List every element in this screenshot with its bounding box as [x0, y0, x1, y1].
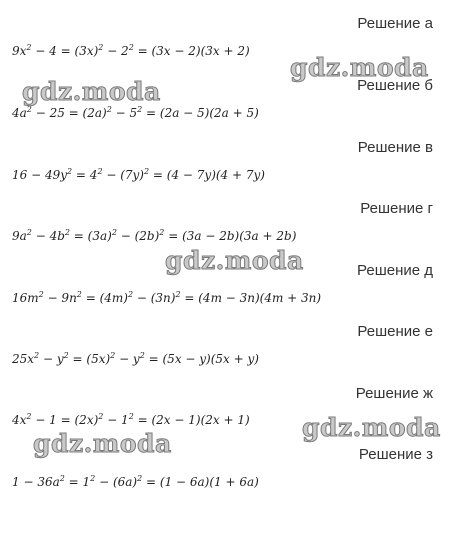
- solution-heading-a: Решение а: [357, 15, 433, 32]
- solution-formula-zh: $4x^2 - 1 = (2x)^2 - 1^2 = (2x - 1)(2x + 1)$: [12, 412, 250, 427]
- watermark-logo: gdz.moda: [33, 429, 172, 458]
- solution-formula-b: $4a^2 - 25 = (2a)^2 - 5^2 = (2a - 5)(2a + 5)$: [12, 105, 259, 120]
- solution-formula-a: $9x^2 - 4 = (3x)^2 - 2^2 = (3x - 2)(3x + 2)$: [12, 43, 250, 58]
- solution-heading-z: Решение з: [358, 446, 433, 463]
- watermark-logo: gdz.moda: [165, 246, 304, 275]
- solution-heading-d: Решение д: [357, 262, 433, 279]
- solution-heading-b: Решение б: [357, 77, 433, 94]
- solution-heading-e: Решение е: [357, 323, 433, 340]
- solution-formula-z: $1 - 36a^2 = 1^2 - (6a)^2 = (1 - 6a)(1 + 6a)$: [12, 474, 259, 489]
- solution-heading-zh: Решение ж: [355, 385, 433, 402]
- watermark-logo: gdz.moda: [302, 413, 441, 442]
- solution-formula-v: $16 - 49y^2 = 4^2 - (7y)^2 = (4 - 7y)(4 + 7y)$: [12, 167, 265, 182]
- solution-heading-g: Решение г: [360, 200, 433, 217]
- watermark-logo: gdz.moda: [290, 53, 429, 82]
- solution-formula-e: $25x^2 - y^2 = (5x)^2 - y^2 = (5x - y)(5x + y)$: [12, 351, 259, 366]
- solution-formula-d: $16m^2 - 9n^2 = (4m)^2 - (3n)^2 = (4m - 3n)(4m + 3n)$: [12, 290, 322, 305]
- solution-formula-g: $9a^2 - 4b^2 = (3a)^2 - (2b)^2 = (3a - 2b)(3a + 2b)$: [12, 228, 297, 243]
- watermark-logo: gdz.moda: [22, 77, 161, 106]
- solution-heading-v: Решение в: [357, 139, 433, 156]
